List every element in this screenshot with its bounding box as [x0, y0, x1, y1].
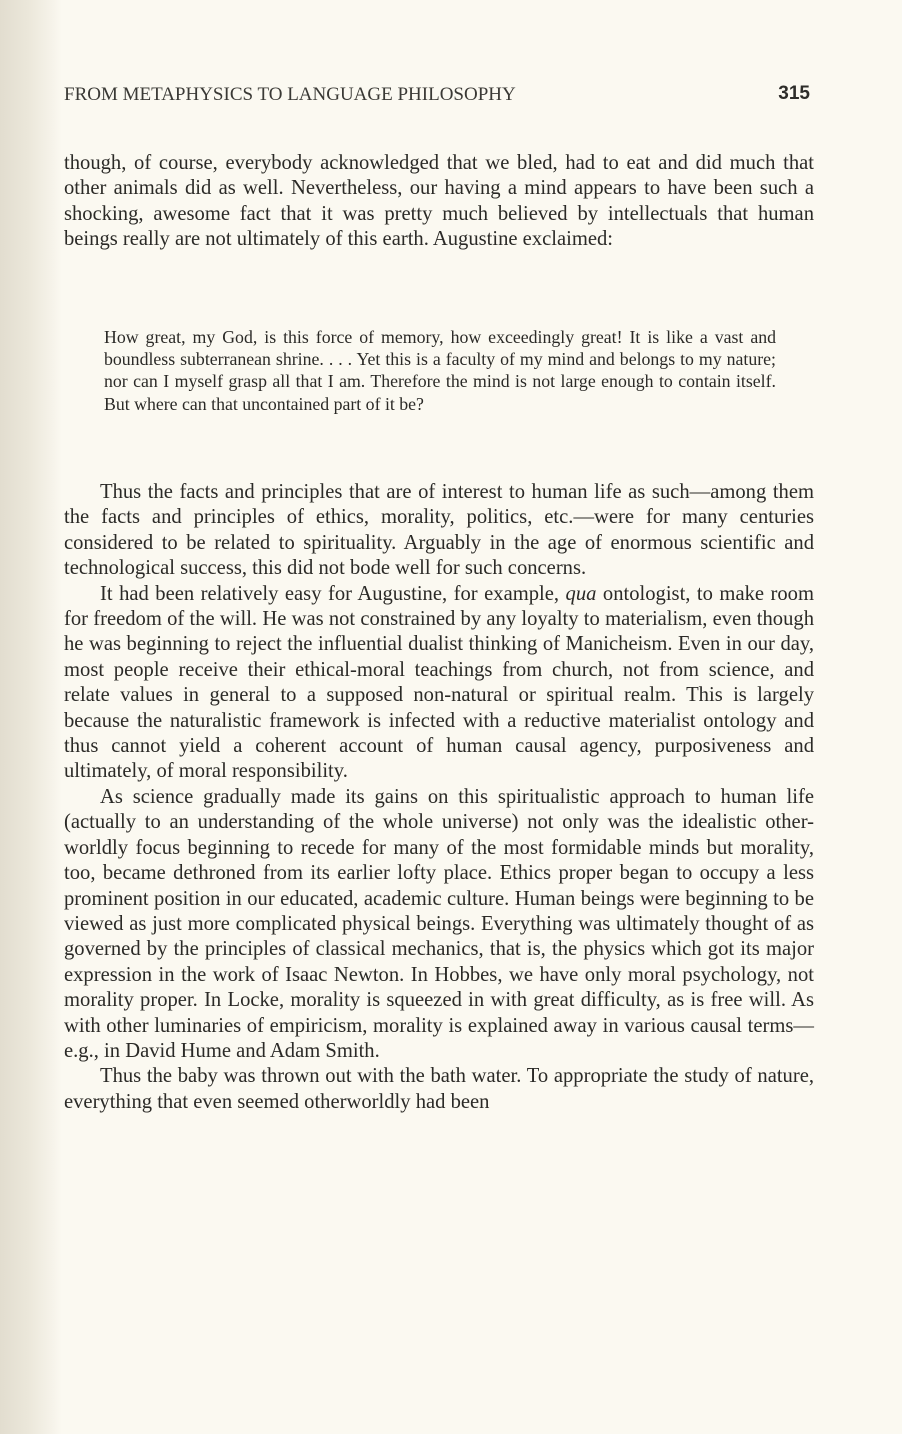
block-quote [104, 326, 776, 415]
paragraph-4: Thus the baby was thrown out with the bath water. To appropriate the study of nature, everything that even seemed otherworldly had been [64, 1065, 814, 1113]
page-number: 315 [778, 83, 810, 104]
page-gutter-shadow [0, 0, 62, 1434]
opening-paragraph-block [64, 151, 814, 253]
running-head [64, 84, 814, 110]
paragraph-1: Thus the facts and principles that are of interest to human life as such—among them the facts and principles of ethics, morality, politics, etc.—were for many centuries considered to be related to spirituality. Arguably in the age of enormous scientific and technological success, this did not bode well for such concerns. [64, 481, 814, 580]
main-text-block [64, 480, 814, 1115]
paragraph-3: As science gradually made its gains on this spiritualistic approach to human life (actually to an understanding of the whole universe) not only was the idealistic other-worldly focus beginning to recede for many of the most formidable minds but morality, too, became dethroned from its earlier lofty place. Ethics proper began to occupy a less prominent position in our educated, academic culture. Human beings were beginning to be viewed as just more complicated physical beings. Everything was ultimately thought of as governed by the principles of classical mechanics, that is, the physics which got its major expression in the work of Isaac Newton. In Hobbes, we have only moral psychology, not morality proper. In Locke, morality is squeezed in with great difficulty, as is free will. As with other luminaries of empiricism, morality is explained away in various causal terms—e.g., in David Hume and Adam Smith. [64, 785, 814, 1062]
paragraph-2-part-1: It had been relatively easy for Augustine, for example, [100, 582, 566, 605]
paragraph-2-part-2: ontologist, to make room for freedom of the will. He was not constrained by any loyalty to materialism, even though he was beginning to reject the influential dualist thinking of Manicheism. Even in our day, most people receive their ethical-moral teachings from church, not from science, and relate values in general to a supposed non-natural or spiritual realm. This is largely because the naturalistic framework is infected with a reductive materialist ontology and thus cannot yield a coherent account of human causal agency, purposiveness and ultimately, of moral responsibility. [64, 582, 814, 783]
running-title: FROM METAPHYSICS TO LANGUAGE PHILOSOPHY [64, 84, 516, 105]
italic-term: qua [565, 582, 597, 605]
block-quote-text: How great, my God, is this force of memory, how exceedingly great! It is like a vast and boundless subterranean shrine. . . . Yet this is a faculty of my mind and belongs to my nature; nor can I myself grasp all that I am. Therefore the mind is not large enough to contain itself. But where can that uncontained part of it be? [104, 327, 776, 414]
opening-paragraph: though, of course, everybody acknowledged that we bled, had to eat and did much that other animals did as well. Nevertheless, our having a mind appears to have been such a shocking, awesome fact that it was pretty much believed by intellectuals that human beings really are not ultimately of this earth. Augustine exclaimed: [64, 152, 814, 251]
paragraph-2 [64, 582, 814, 785]
